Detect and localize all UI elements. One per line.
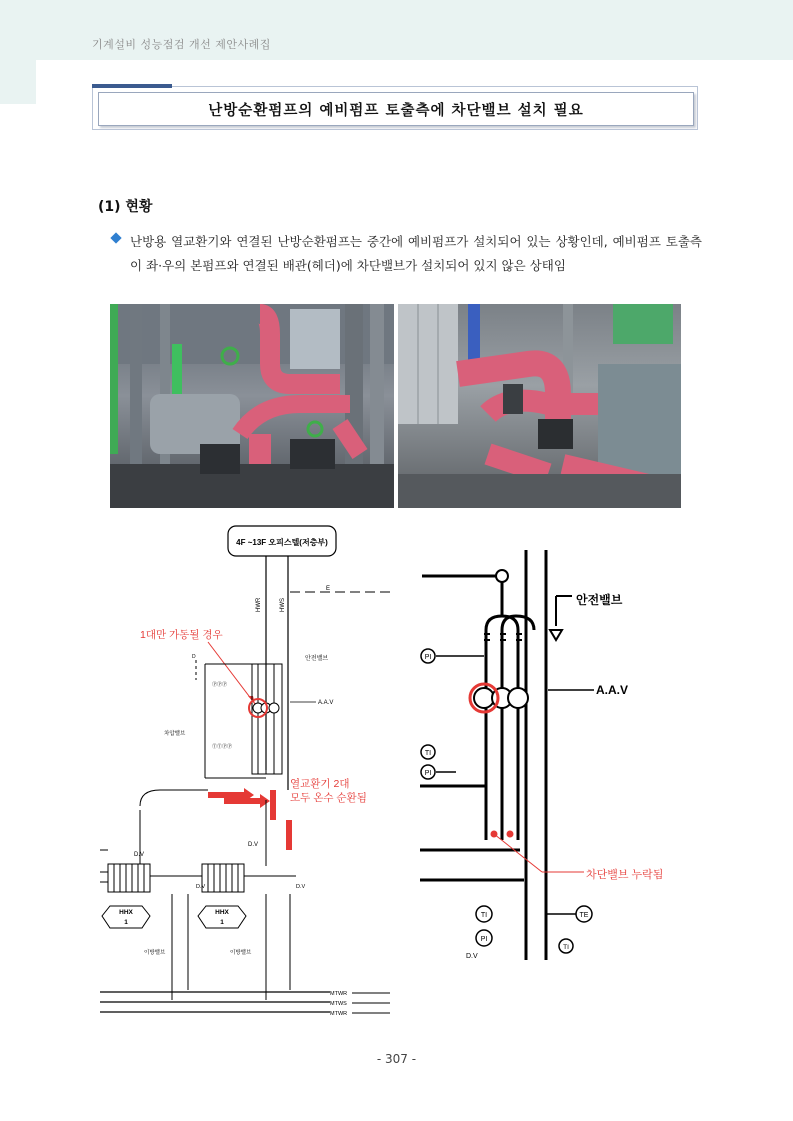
page-title: 난방순환펌프의 예비펌프 토출측에 차단밸브 설치 필요 — [98, 92, 694, 126]
dv-label-right: D.V — [466, 953, 478, 960]
safety-valve-label: 안전밸브 — [305, 656, 329, 662]
section-heading: (1) 현황 — [98, 199, 153, 215]
aav-label-right: A.A.V — [596, 683, 629, 697]
e-label: E — [326, 586, 331, 592]
building-zone-label: 4F ~13F 오피스텔(저층부) — [236, 538, 328, 547]
hhx-1-number: 1 — [124, 919, 128, 926]
annotation-two-line1: 열교환기 2대 — [290, 778, 350, 790]
side-tab — [0, 60, 36, 104]
aav-label: A.A.V — [318, 700, 334, 706]
running-header: 기계설비 성능점검 개선 제안사례집 — [92, 38, 271, 51]
hws-label: HWS — [280, 598, 286, 612]
safety-valve-label-right: 안전밸브 — [576, 593, 623, 607]
hwr-label: HWR — [256, 597, 262, 612]
mtwr-label-2: MTWR — [330, 1011, 348, 1017]
ti-label-3: TI — [563, 944, 569, 951]
drain-valve-label-2: 이방밸브 — [230, 950, 252, 956]
pump-room-photo-left — [110, 304, 394, 508]
missing-valve-label: 차단밸브 누락됨 — [586, 869, 664, 881]
pi-label-3: PI — [480, 936, 488, 943]
drain-valve-label-1: 이방밸브 — [144, 950, 166, 956]
dv-label-4: D.V — [296, 884, 306, 890]
pi-label-1: PI — [424, 654, 432, 661]
ti-label-2: TI — [480, 912, 488, 919]
piping-diagram-left — [100, 520, 400, 1026]
te-label: TE — [579, 912, 589, 919]
annotation-two-line2: 모두 온수 순환됨 — [290, 792, 367, 804]
shutoff-valve-label: 차압밸브 — [164, 731, 186, 737]
dv-label-3: D.V — [196, 884, 206, 890]
section-paragraph: 난방용 열교환기와 연결된 난방순환펌프는 중간에 예비펌프가 설치되어 있는 상황인데, 예비펌프 토출측이 좌·우의 본펌프와 연결된 배관(헤더)에 차단밸브가 설치되어 있지 않은 상태임 — [130, 234, 702, 273]
mtws-label: MTWS — [330, 1001, 347, 1007]
d-label: D — [192, 654, 196, 660]
pump-room-photo-right — [398, 304, 681, 508]
ti-label-1: TI — [424, 750, 432, 757]
hhx-2-label: HHX — [215, 909, 229, 916]
pi-label-2: PI — [424, 770, 432, 777]
title-accent-bar — [92, 84, 172, 88]
diamond-bullet-icon — [110, 232, 121, 243]
svg-text:ⓅⓅⓅ: ⓅⓅⓅ — [212, 682, 228, 688]
annotation-one-pump: 1대만 가동될 경우 — [140, 629, 223, 641]
mtwr-label-1: MTWR — [330, 991, 348, 997]
hhx-2-number: 1 — [220, 919, 224, 926]
dv-label-1: D.V — [134, 852, 145, 858]
page-number: - 307 - — [376, 1052, 417, 1066]
svg-text:ⓉⓉⓅⓅ: ⓉⓉⓅⓅ — [212, 744, 233, 750]
hhx-1-label: HHX — [119, 909, 133, 916]
dv-label-2: D.V — [248, 842, 259, 848]
piping-diagram-right — [416, 540, 716, 960]
